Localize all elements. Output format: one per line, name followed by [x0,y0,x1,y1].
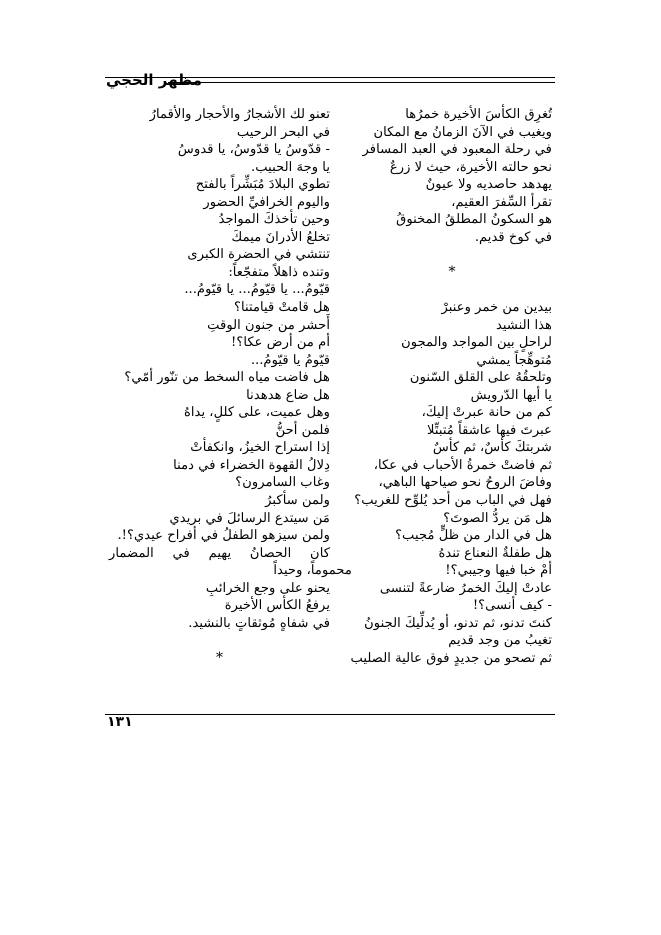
poem-line: مُتوهِّجاً يمشي [476,352,552,368]
section-separator-star: * [216,649,223,666]
poem-line: عادتْ إليكَ الخمرُ ضارعةً لتنسى [379,580,552,596]
poem-line: واليوم الخرافيِّ الحضور [203,194,330,210]
poem-line: كم من حانة عبرتْ إليكَ، [421,405,552,421]
poem-line: هل فاضت مياه السخط من تنّور أمّي؟ [124,370,330,386]
poem-line: وهل عميت، على كللٍ، يداهُ [183,405,330,421]
poem-line: أَحشر من جنون الوقتِ [207,317,330,333]
poem-line: دِلالُ القهوة الخضراء في دمنا [173,457,330,473]
poem-line: ولمن سأكبرُ [265,493,330,509]
running-header-author: مظهر الحجي [106,71,202,89]
poem-line: هل ضاع هدهدنا [246,387,330,403]
poem-line: نحو حالته الأخيرة، حيث لا زرعٌ [389,159,552,175]
poem-line: وحين تأخذكَ المواجدُ [218,212,330,228]
poem-line: هل في الدار من ظلٍّ مُجيب؟ [395,528,552,544]
poem-line [352,246,552,264]
poem-line: تغيبُ من وجد قديم [448,633,552,649]
poem-line: ويغيب في الآنَ الزمانُ مع المكان [373,124,552,140]
poem-column-right [352,106,552,668]
poem-line: يحنو على وجع الخرائبِ [205,580,330,596]
poem-line: يا أيها الدّرويش [470,387,552,403]
poem-line: هو السكونُ المطلقُ المخنوقُ [396,212,552,228]
poem-line: محموماً، وحيداً [273,563,352,579]
poem-line: قيّومُ يا قيّومُ... [250,352,330,368]
poem-line: وتلحقُهُ على القلق السّنون [409,370,552,386]
poem-line: وغاب السامرون؟ [235,475,330,491]
poem-line: في البحر الرحيب [236,124,330,140]
poem-line: في شفاهٍ مُوثقاتٍ بالنشيد. [188,615,330,631]
section-separator-star: * [448,263,456,280]
poem-line: تخلعُ الأدرانَ ميمكَ [231,229,330,245]
poem-line: هل قامتْ قيامتنا؟ [233,300,330,316]
poem-line: - كيف أنسى؟! [472,598,552,614]
poem-line: أمْ خبا فيها وجيبي؟! [445,563,552,579]
poem-line: قيّومُ... يا قيّومُ... يا قيّومُ... [184,282,330,298]
poem-line: ولمن سيزهو الطفلُ في أفراح عيدي؟!. [117,528,330,544]
poem-line: يرفعُ الكأس الأخيرة [224,598,330,614]
poem-line: مَن سيتدع الرسائلَ في بريدي [169,510,330,526]
poem-line: هل طفلةٌ النعناع تندهُ [438,545,552,561]
poem-line: تُغرِق الكأسَ الأخيرة خمرُها [405,107,552,122]
poem-line: أم من أرض عكا؟! [231,335,330,351]
footer-rule [105,714,555,715]
poem-line: - قدّوسُ يا قدّوسُ، يا قدوسُ [177,142,330,158]
poem-line: وفاضَ الروحُ نحو صياحها الباهي، [378,475,552,491]
page-number: ١٣١ [107,714,133,730]
poem-line [109,632,330,650]
poem-line: يا وجهَ الحبيب. [251,159,330,175]
poem-column-left [109,106,352,668]
poem-line: شربتكَ كأسٌ، ثم كأسٌ [432,440,552,456]
poem-line: هل مَن يردُّ الصوتَ؟ [443,510,552,526]
poem-line: هذا النشيد [495,317,552,333]
header-rule-thin [168,82,555,83]
poem-line: بيدين من خمر وعنبرْ [441,300,552,316]
poem-line: وتنده ذاهلاً متفجّعاً: [228,264,330,280]
poem-line: يهدهد حاصديه ولا عيونٌ [425,177,552,193]
poem-line: في رحلة المعبود في العبد المسافر [362,142,552,158]
poem-line: فلمن أحنُّ [275,422,330,438]
poem-line: عبرتَ فيها عاشقاً مُتبتِّلا [427,422,552,438]
poem-line: لراحلٍ بين المواجد والمجون [401,335,552,351]
poem-line: فهل في الباب من أحد يُلوِّح للغريب؟ [354,493,552,509]
poem-line: تنتشي في الحضرة الكبرى [187,247,330,263]
poem-line: في كوخ قديم. [474,229,552,245]
poem-line: تطوي البلادَ مُبَشِّراً بالفتح [195,177,330,193]
poem-line: إذا استراح الخيزُ، وانكفأتْ [190,440,330,456]
poem-line: تعنو لك الأشجارُ والأحجار والأقمارُ [149,107,330,122]
poem-line: ثم تصحو من جديدٍ فوق عالية الصليب [350,650,552,666]
poem-line [352,281,552,299]
poem-line: تقرأ السِّفرَ العقيم، [451,194,552,210]
poem-line: ثم فاضتْ خمرةُ الأحباب في عكا، [373,457,552,473]
poem-line: كنتَ تدنو، ثم تدنو، أو يُدلِّيكَ الجنونُ [364,615,552,631]
poem-line: كان الحصانُ يهيم في المضمار [109,545,330,561]
